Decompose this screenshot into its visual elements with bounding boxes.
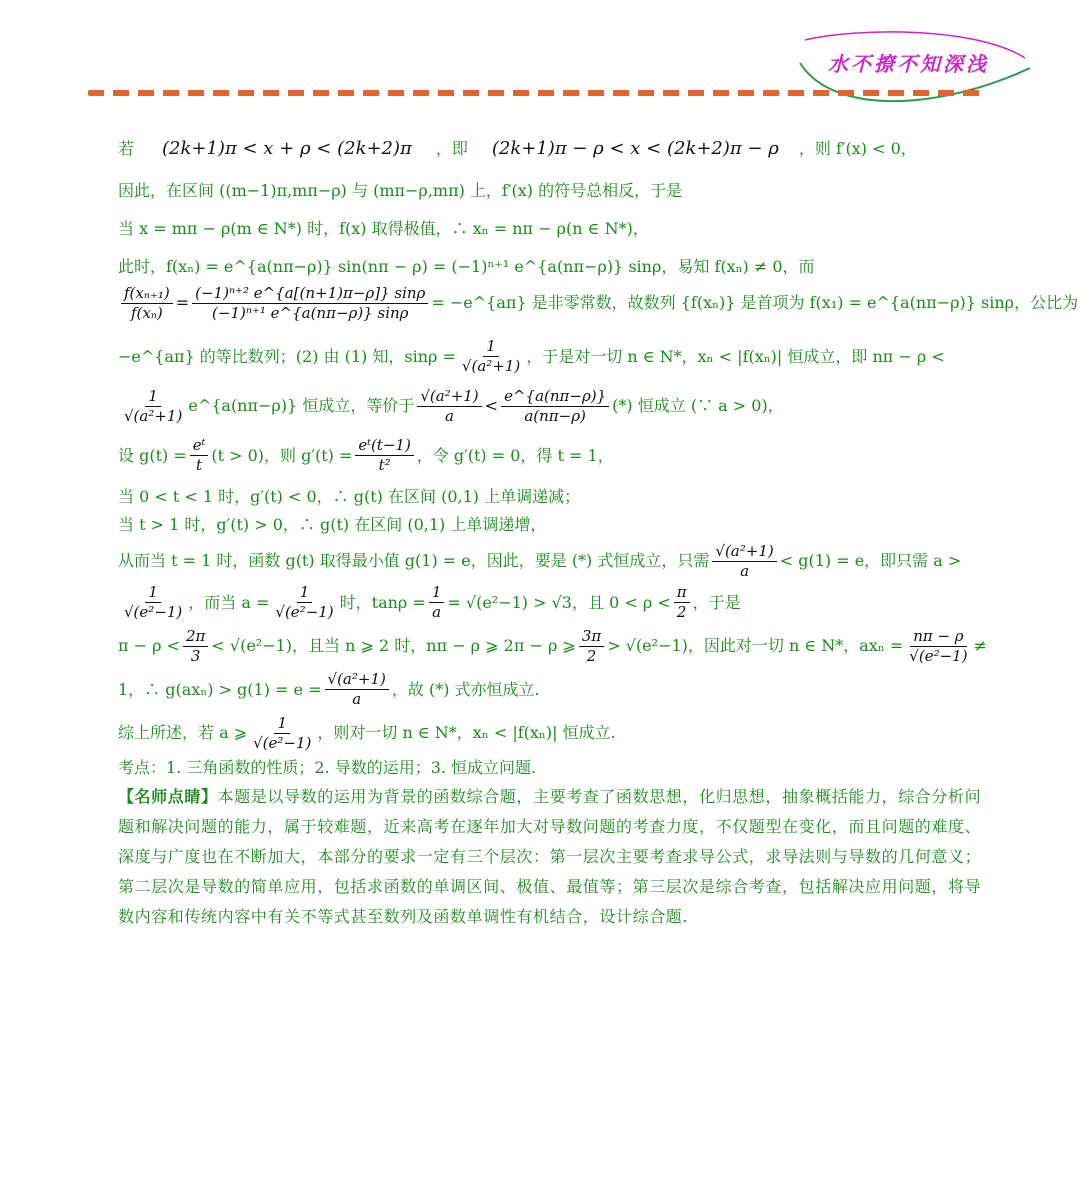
text: ，于是对一切 n ∈ N*，xₙ < |f(xₙ)| 恒成立，即 nπ − ρ <	[526, 346, 945, 366]
header-dashed-divider	[88, 90, 988, 96]
text: > √(e²−1)，因此对一切 n ∈ N*，axₙ =	[607, 636, 904, 656]
text: 从而当 t = 1 时，函数 g(t) 取得最小值 g(1) = e，因此，要是 (*) 式恒成立，只需	[118, 551, 710, 571]
line-13	[118, 628, 988, 666]
text: ≠	[973, 636, 987, 656]
fraction: $\frac{2\pi}{3}$	[183, 628, 208, 666]
line-6	[118, 338, 988, 376]
fraction: $\frac{\text{f(xₙ₊₁)}}{\text{f(xₙ)}}$	[121, 285, 173, 323]
fraction: $\frac{1}{a}$	[429, 584, 445, 622]
text: e^{a(nπ−ρ)} 恒成立，等价于	[188, 396, 415, 416]
text: ，则 f′(x) < 0，	[798, 139, 917, 159]
line-5	[118, 283, 1079, 323]
fraction: $\frac{1}{\text{√(e²−1)}}$	[124, 583, 183, 622]
fraction: $\frac{\text{√(a²+1)}}{a}$	[417, 388, 481, 426]
text: −e^{aπ} 的等比数列；(2) 由 (1) 知，sinρ =	[118, 346, 456, 366]
line-8	[118, 437, 988, 475]
text: 时，tanρ =	[339, 592, 426, 612]
line-14	[118, 671, 988, 709]
text: 1，∴ g(axₙ) > g(1) = e =	[118, 679, 322, 699]
line-7	[118, 388, 988, 426]
line-2: 因此，在区间 ((m−1)π,mπ−ρ) 与 (mπ−ρ,mπ) 上，f′(x) 的符号总相反，于是	[118, 180, 683, 200]
text: 设 g(t) =	[118, 445, 187, 465]
fraction: $\frac{1}{\text{√(e²−1)}}$	[253, 713, 312, 752]
line-1	[118, 138, 988, 161]
fraction: $\frac{\text{(−1)ⁿ⁺² e\textasciicircum{}\{a[(n+1)π−ρ]\} sinρ}}{\text{(−1)ⁿ⁺¹ e\textasciicircum{}\{a(nπ−ρ)\} sinρ}}$	[192, 285, 428, 323]
document-body	[118, 138, 1079, 926]
text: ，令 g′(t) = 0，得 t = 1，	[416, 445, 614, 465]
text: 综上所述，若 a ⩾	[118, 723, 248, 743]
fraction: $\frac{1}{\text{√(a²+1)}}$	[461, 337, 521, 376]
fraction: $\frac{\text{eᵗ}}{t}$	[190, 437, 209, 475]
line-9: 当 0 < t < 1 时，g′(t) < 0，∴ g(t) 在区间 (0,1) 上单调递减；	[118, 486, 581, 506]
teacher-note-tag: 【名师点睛】	[118, 787, 218, 806]
teacher-note	[118, 782, 988, 932]
line-11	[118, 543, 988, 581]
fraction: $\frac{1}{\text{√(a²+1)}}$	[124, 386, 183, 425]
fraction: $\frac{\text{√(a²+1)}}{a}$	[712, 543, 776, 581]
text: = √(e²−1) > √3，且 0 < ρ <	[447, 592, 671, 612]
header-logo-text: 水不撩不知深浅	[828, 52, 989, 76]
fraction: $\frac{3\pi}{2}$	[579, 628, 604, 666]
fraction: $\frac{1}{\text{√(e²−1)}}$	[275, 583, 334, 622]
fraction: $\frac{\text{eᵗ(t−1)}}{\text{t²}}$	[355, 437, 413, 475]
equals: =	[175, 293, 190, 313]
text: < g(1) = e，即只需 a >	[779, 551, 962, 571]
fraction: $\frac{\text{√(a²+1)}}{a}$	[325, 671, 389, 709]
fraction: $\frac{e\^{}\{a(n\pi-\rho)\}}{a(n\pi-\rho)}$	[501, 388, 609, 426]
line-16: 考点：1. 三角函数的性质；2. 导数的运用；3. 恒成立问题.	[118, 758, 537, 777]
line-12	[118, 584, 988, 622]
line-3: 当 x = mπ − ρ(m ∈ N*) 时，f(x) 取得极值，∴ xₙ = nπ − ρ(n ∈ N*)，	[118, 218, 649, 238]
fraction: $\frac{n\pi - \rho}{\text{√(e²−1)}}$	[909, 626, 968, 665]
text: ，而当 a =	[188, 592, 270, 612]
teacher-note-text: 本题是以导数的运用为背景的函数综合题，主要考查了函数思想，化归思想，抽象概括能力，综合分析问题和解决问题的能力，属于较难题，近来高考在逐年加大对导数问题的考查力度，不仅题型在变化，而且问题的难度、深度与广度也在不断加大，本部分的要求一定有三个层次：第一层次主要考查求导公式，求导法则与导数的几何意义；第二层次是导数的简单应用，包括求函数的单调区间、极值、最值等；第三层次是综合考查，包括解决应用问题，将导数内容和传统内容中有关不等式甚至数列及函数单调性有机结合，设计综合题.	[118, 787, 982, 926]
line-4: 此时，f(xₙ) = e^{a(nπ−ρ)} sin(nπ − ρ) = (−1)ⁿ⁺¹ e^{a(nπ−ρ)} sinρ，易知 f(xₙ) ≠ 0，而	[118, 256, 815, 276]
text: (*) 恒成立 (∵ a > 0)，	[612, 396, 784, 416]
math-inequality: (2k+1)π − ρ < x < (2k+2)π − ρ	[491, 138, 779, 159]
text: = −e^{aπ} 是非零常数，故数列 {f(xₙ)} 是首项为 f(x₁) = e^{a(nπ−ρ)} sinρ，公比为	[431, 293, 1079, 313]
text: (t > 0)，则 g′(t) =	[211, 445, 353, 465]
text: ，则对一切 n ∈ N*，xₙ < |f(xₙ)| 恒成立.	[317, 723, 616, 743]
text: π − ρ <	[118, 636, 180, 656]
fraction: $\frac{\pi}{2}$	[674, 584, 690, 622]
text: < √(e²−1)，且当 n ⩾ 2 时，nπ − ρ ⩾ 2π − ρ ⩾	[211, 636, 576, 656]
text: ，故 (*) 式亦恒成立.	[391, 679, 540, 699]
less-than: <	[484, 396, 499, 416]
math-inequality: (2k+1)π < x + ρ < (2k+2)π	[162, 138, 412, 159]
text: ，于是	[692, 592, 741, 612]
text: 若	[118, 139, 135, 159]
text: ，即	[435, 139, 468, 159]
line-15	[118, 715, 988, 753]
line-10: 当 t > 1 时，g′(t) > 0，∴ g(t) 在区间 (0,1) 上单调递增，	[118, 514, 547, 534]
